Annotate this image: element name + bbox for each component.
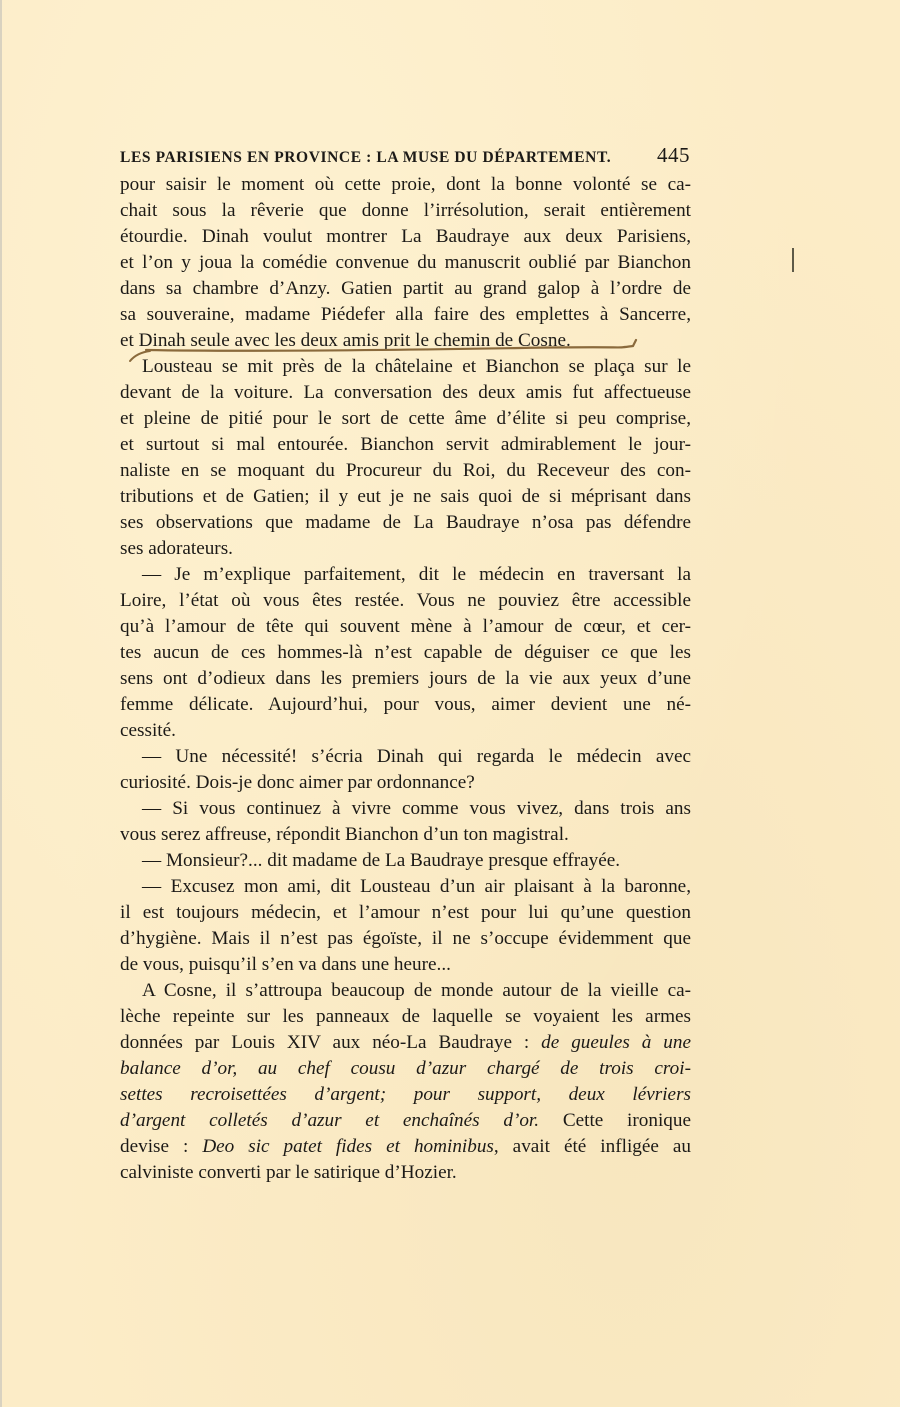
text-line: et pleine de pitié pour le sort de cette âme d’élite si peu comprise,: [120, 408, 691, 429]
text-line: sens ont d’odieux dans les premiers jours de la vie aux yeux d’une: [120, 668, 691, 689]
roman-text: Cette ironique: [539, 1110, 691, 1131]
text-line: femme délicate. Aujourd’hui, pour vous, aimer devient une né-: [120, 694, 691, 715]
text-line: il est toujours médecin, et l’amour n’est pour lui qu’une question: [120, 902, 691, 923]
dialogue-line: — Excusez mon ami, dit Lousteau d’un air plaisant à la baronne,: [142, 876, 691, 897]
margin-pencil-mark: [792, 248, 794, 272]
paragraph-first-line: A Cosne, il s’attroupa beaucoup de monde autour de la vieille ca-: [142, 980, 691, 1001]
page-edge: [0, 0, 2, 1407]
italic-text-line: balance d’or, au chef cousu d’azur chargé de trois croi-: [120, 1058, 691, 1079]
text-line: lèche repeinte sur les panneaux de laquelle se voyaient les armes: [120, 1006, 691, 1027]
dialogue-line: — Monsieur?... dit madame de La Baudraye presque effrayée.: [142, 850, 621, 871]
text-line: devant de la voiture. La conversation des deux amis fut affectueuse: [120, 382, 691, 403]
running-head-title: LES PARISIENS EN PROVINCE : LA MUSE DU DÉPARTEMENT.: [120, 149, 612, 166]
underlined-text-line: et Dinah seule avec les deux amis prit le chemin de Cosne.: [120, 330, 571, 351]
text-line: et l’on y joua la comédie convenue du manuscrit oublié par Bianchon: [120, 252, 691, 273]
text-line: de vous, puisqu’il s’en va dans une heure...: [120, 954, 451, 975]
roman-text: données par Louis XIV aux néo-La Baudraye :: [120, 1032, 542, 1053]
text-line: tes aucun de ces hommes-là n’est capable de déguiser ce que les: [120, 642, 691, 663]
text-line: curiosité. Dois-je donc aimer par ordonnance?: [120, 772, 475, 793]
paragraph-first-line: Lousteau se mit près de la châtelaine et Bianchon se plaça sur le: [142, 356, 691, 377]
dialogue-line: — Si vous continuez à vivre comme vous vivez, dans trois ans: [142, 798, 691, 819]
roman-text: devise :: [120, 1136, 203, 1157]
text-line: naliste en se moquant du Procureur du Roi, du Receveur des con-: [120, 460, 691, 481]
text-line: d’hygiène. Mais il n’est pas égoïste, il ne s’occupe évidemment que: [120, 928, 691, 949]
text-line: calviniste converti par le satirique d’Hozier.: [120, 1162, 457, 1183]
text-line: pour saisir le moment où cette proie, dont la bonne volonté se ca-: [120, 174, 691, 195]
italic-text: Deo sic patet fides et hominibus: [202, 1136, 494, 1157]
text-line: sa souveraine, madame Piédefer alla faire des emplettes à Sancerre,: [120, 304, 691, 325]
mixed-text-line: [120, 1030, 691, 1056]
running-head: [120, 143, 690, 167]
body-text: [120, 172, 691, 1186]
roman-text: , avait été infligée au: [493, 1136, 691, 1157]
page-number: 445: [657, 143, 690, 167]
text-line: ses adorateurs.: [120, 538, 233, 559]
text-line: étourdie. Dinah voulut montrer La Baudraye aux deux Parisiens,: [120, 226, 691, 247]
dialogue-line: — Je m’explique parfaitement, dit le médecin en traversant la: [142, 564, 691, 585]
mixed-text-line: [120, 1134, 691, 1160]
italic-text: de gueules à une: [541, 1032, 691, 1053]
italic-text-line: settes recroisettées d’argent; pour support, deux lévriers: [120, 1084, 691, 1105]
text-line: et surtout si mal entourée. Bianchon servit admirablement le jour-: [120, 434, 691, 455]
text-line: cessité.: [120, 720, 176, 741]
mixed-text-line: [120, 1108, 691, 1134]
text-line: qu’à l’amour de tête qui souvent mène à l’amour de cœur, et cer-: [120, 616, 691, 637]
text-line: Loire, l’état où vous êtes restée. Vous ne pouviez être accessible: [120, 590, 691, 611]
dialogue-line: — Une nécessité! s’écria Dinah qui regarda le médecin avec: [142, 746, 691, 767]
italic-text: d’argent colletés d’azur et enchaînés d’or.: [120, 1110, 540, 1131]
text-line: vous serez affreuse, répondit Bianchon d’un ton magistral.: [120, 824, 569, 845]
text-line: chait sous la rêverie que donne l’irrésolution, serait entièrement: [120, 200, 691, 221]
text-line: ses observations que madame de La Baudraye n’osa pas défendre: [120, 512, 691, 533]
text-line: dans sa chambre d’Anzy. Gatien partit au grand galop à l’ordre de: [120, 278, 691, 299]
text-line: tributions et de Gatien; il y eut je ne sais quoi de si méprisant dans: [120, 486, 691, 507]
